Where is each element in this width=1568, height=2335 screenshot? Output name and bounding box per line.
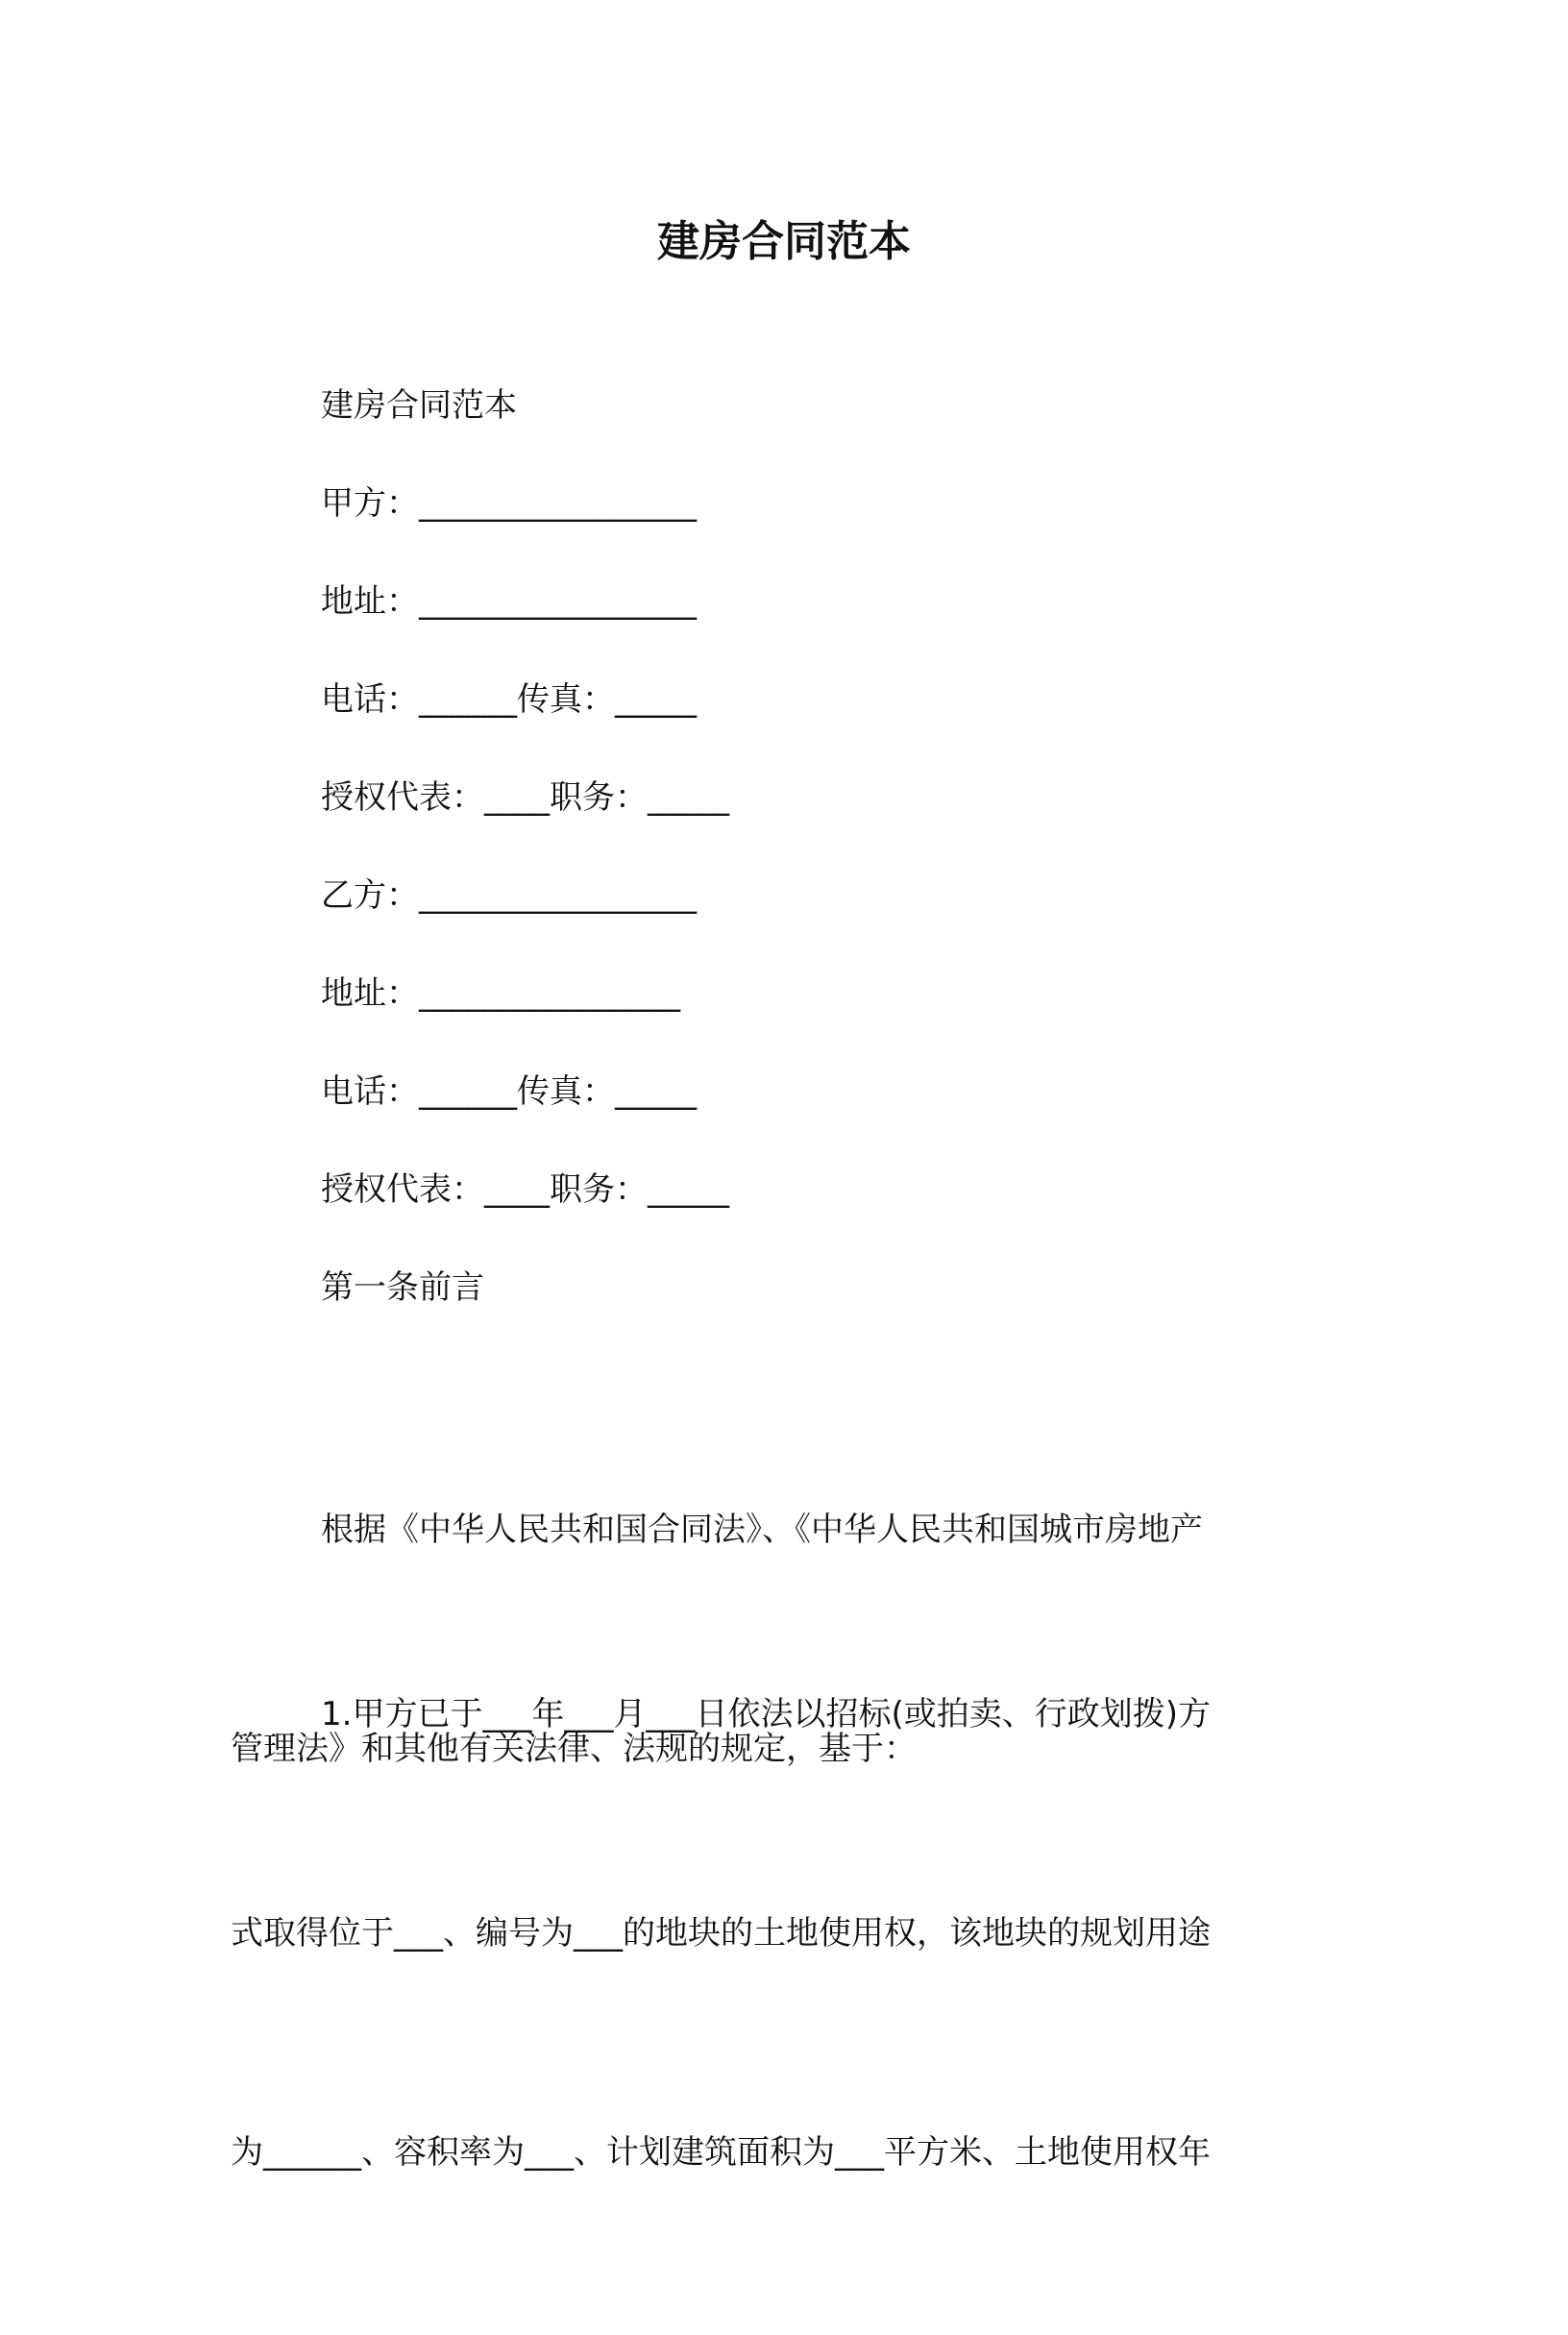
party-a-name-line: 甲方：_________________ [321, 484, 697, 523]
clause-1-line-2: 式取得位于___、编号为___的地块的土地使用权，该地块的规划用途 [231, 1914, 1211, 1953]
party-b-representative-line: 授权代表：____职务：_____ [321, 1170, 729, 1209]
document-subtitle: 建房合同范本 [321, 386, 517, 425]
party-a-address-line: 地址：_________________ [321, 582, 697, 621]
clause-1-line-3: 为______、容积率为___、计划建筑面积为___平方米、土地使用权年 [231, 2133, 1211, 2172]
preamble-line-1: 根据《中华人民共和国合同法》、《中华人民共和国城市房地产 [321, 1511, 1203, 1549]
document-title: 建房合同范本 [657, 217, 911, 266]
party-b-name-line: 乙方：_________________ [321, 876, 697, 915]
article-1-heading: 第一条前言 [321, 1268, 484, 1307]
clause-1-line-1: 1.甲方已于___年___月___日依法以招标(或拍卖、行政划拨)方 [321, 1695, 1211, 1733]
clause-1-paragraph [231, 1532, 1335, 2335]
party-b-address-line: 地址：________________ [321, 974, 680, 1013]
preamble-line-2: 管理法》和其他有关法律、法规的规定，基于： [231, 1730, 917, 1768]
party-a-representative-line: 授权代表：____职务：_____ [321, 778, 729, 817]
party-a-phone-fax-line: 电话：______传真：_____ [321, 680, 697, 719]
party-b-phone-fax-line: 电话：______传真：_____ [321, 1072, 697, 1111]
